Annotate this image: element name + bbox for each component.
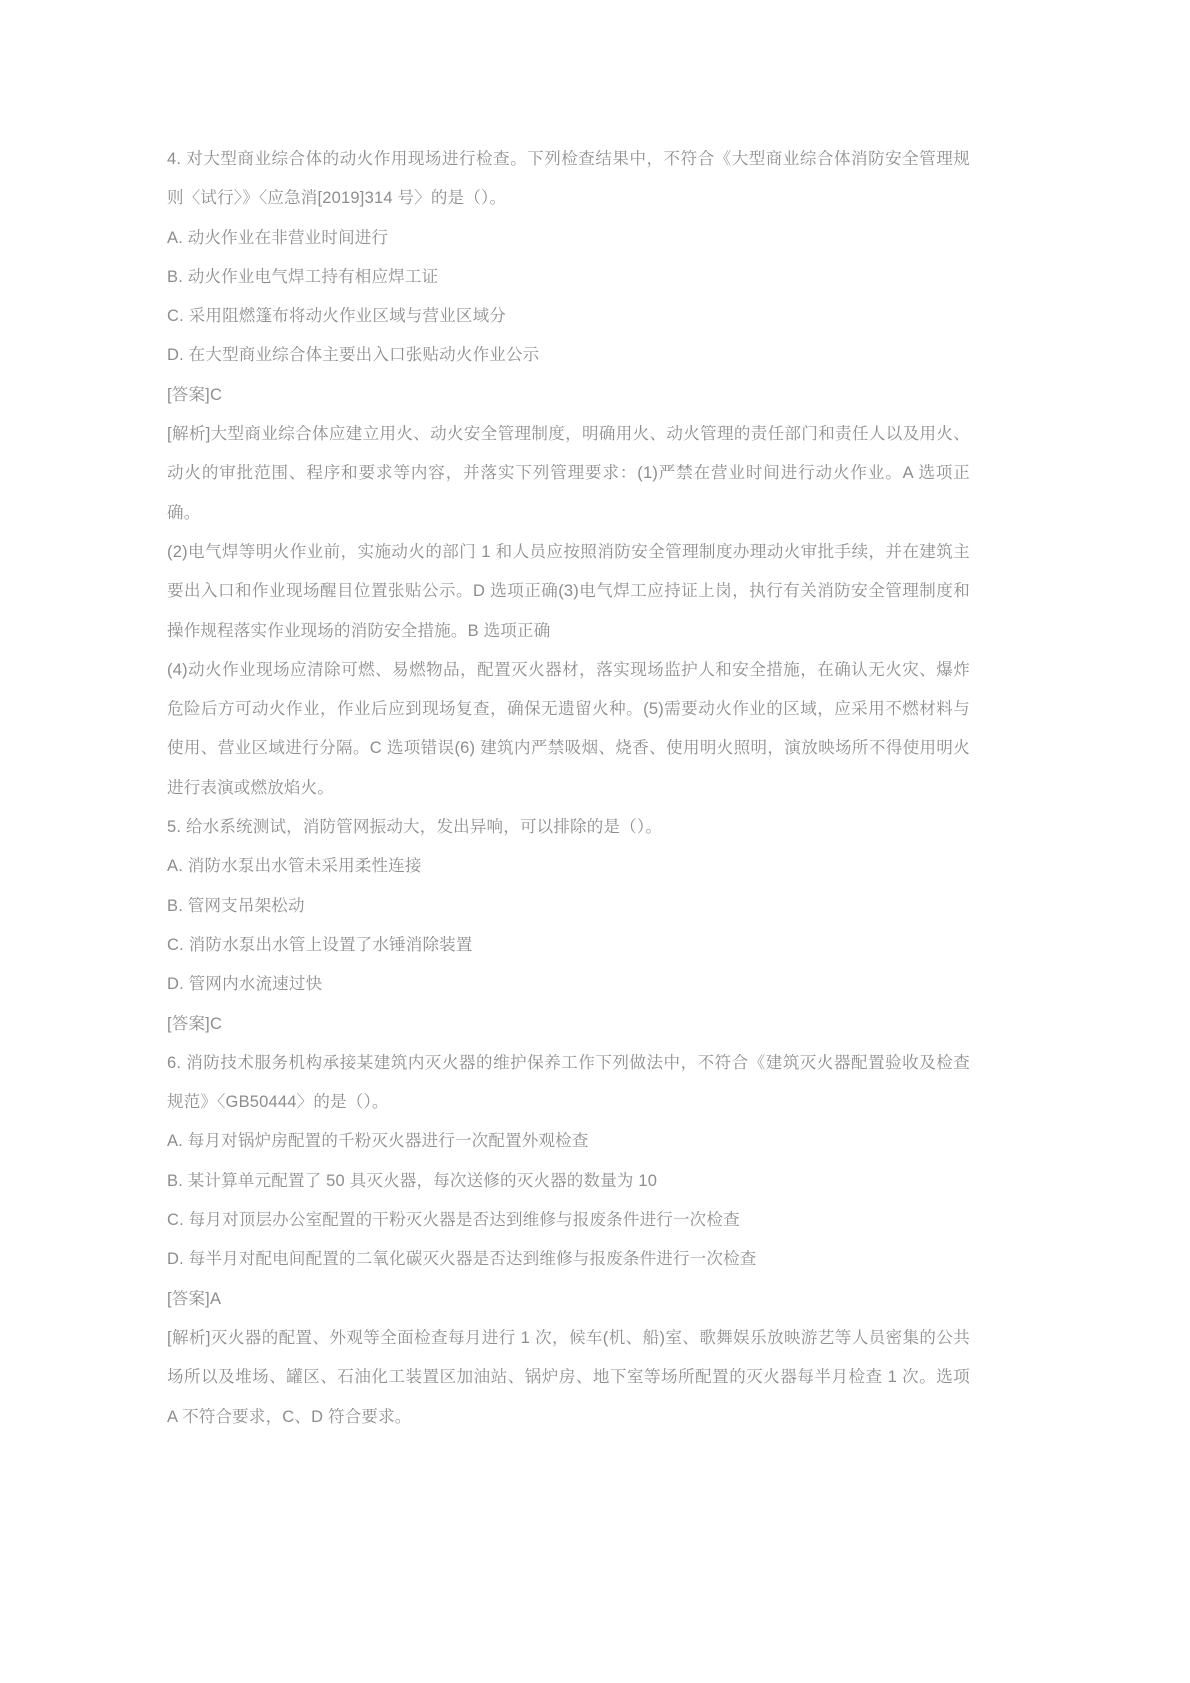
question-5-option-a: A. 消防水泵出水管未采用柔性连接: [167, 857, 422, 876]
question-4-explanation-part-1: [解析]大型商业综合体应建立用火、动火安全管理制度，明确用火、动火管理的责任部门和责任人以及用火、动火的审批范围、程序和要求等内容，并落实下列管理要求：(1)严禁在营业时间进行动火作业。A 选项正确。: [167, 425, 970, 522]
question-4-explanation-part-2: (2)电气焊等明火作业前，实施动火的部门 1 和人员应按照消防安全管理制度办理动火审批手续，并在建筑主要出入口和作业现场醒目位置张贴公示。D 选项正确(3)电气焊工应持证上岗，执行有关消防安全管理制度和操作规程落实作业现场的消防安全措施。B 选项正确: [167, 542, 970, 640]
question-4-explanation-part-3: (4)动火作业现场应清除可燃、易燃物品，配置灭火器材，落实现场监护人和安全措施，在确认无火灾、爆炸危险后方可动火作业，作业后应到现场复查，确保无遗留火种。(5)需要动火作业的区域，应采用不燃材料与使用、营业区域进行分隔。C 选项错误(6) 建筑内严禁吸烟、烧香、使用明火照明，演放映场所不得使用明火进行表演或燃放焰火。: [167, 660, 970, 797]
question-4-option-b: B. 动火作业电气焊工持有相应焊工证: [167, 267, 439, 286]
question-5-option-d: D. 管网内水流速过快: [167, 975, 323, 994]
question-6-option-c: C. 每月对顶层办公室配置的干粉灭火器是否达到维修与报废条件进行一次检查: [167, 1211, 740, 1230]
question-5-stem: 5. 给水系统测试，消防管网振动大，发出异响，可以排除的是（）。: [167, 818, 662, 837]
question-4-option-d: D. 在大型商业综合体主要出入口张贴动火作业公示: [167, 346, 540, 365]
question-5-option-c: C. 消防水泵出水管上设置了水锤消除装置: [167, 935, 473, 954]
question-6-option-d: D. 每半月对配电间配置的二氧化碳灭火器是否达到维修与报废条件进行一次检查: [167, 1250, 757, 1269]
question-6-answer: [答案]A: [167, 1289, 222, 1308]
question-4-option-a: A. 动火作业在非营业时间进行: [167, 228, 389, 247]
question-4-stem: 4. 对大型商业综合体的动火作用现场进行检查。下列检查结果中，不符合《大型商业综合体消防安全管理规则〈试行〉》〈应急消[2019]314 号〉的是（）。: [167, 150, 970, 208]
question-6-stem: 6. 消防技术服务机构承接某建筑内灭火器的维护保养工作下列做法中，不符合《建筑灭火器配置验收及检查规范》〈GB50444〉的是（）。: [167, 1053, 970, 1112]
question-5-answer: [答案]C: [167, 1014, 223, 1033]
document-body: [167, 140, 970, 1437]
question-4-answer: [答案]C: [167, 385, 223, 404]
question-5-option-b: B. 管网支吊架松动: [167, 896, 305, 915]
question-6-explanation: [解析]灭火器的配置、外观等全面检查每月进行 1 次，候车(机、船)室、歌舞娱乐放映游艺等人员密集的公共场所以及堆场、罐区、石油化工装置区加油站、锅炉房、地下室等场所配置的灭火器每半月检查 1 次。选项 A 不符合要求，C、D 符合要求。: [167, 1328, 970, 1426]
question-4-option-c: C. 采用阻燃篷布将动火作业区域与营业区域分: [167, 307, 506, 326]
question-6-option-b: B. 某计算单元配置了 50 具灭火器，每次送修的灭火器的数量为 10: [167, 1171, 658, 1190]
question-6-option-a: A. 每月对锅炉房配置的千粉灭火器进行一次配置外观检查: [167, 1132, 589, 1151]
